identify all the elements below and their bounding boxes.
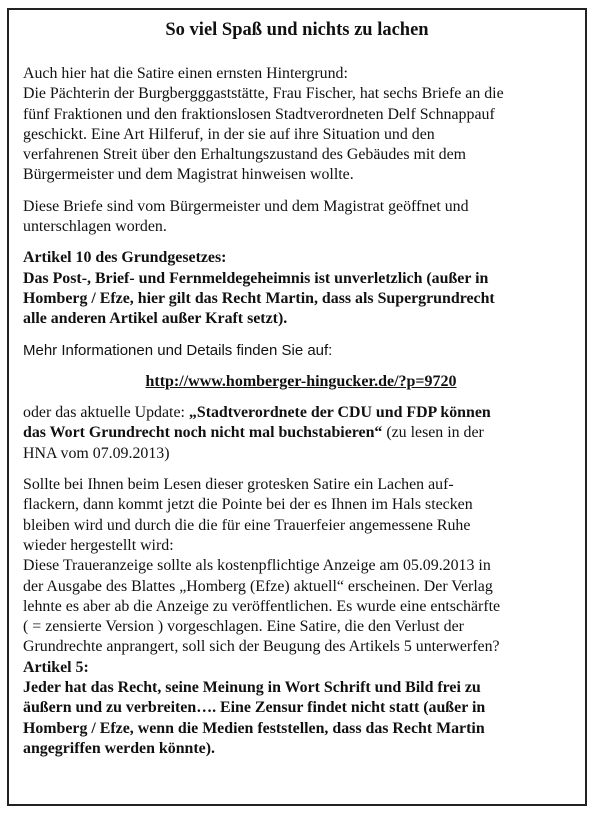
update-suffix: (zu lesen in der — [382, 424, 484, 442]
update-quote: „Stadtverordnete der CDU und FDP können — [188, 404, 491, 422]
text-line: Diese Briefe sind vom Bürgermeister und dem Magistrat geöffnet und — [23, 197, 469, 215]
article-10-heading: Artikel 10 des Grundgesetzes: — [23, 249, 227, 267]
text-line: bleiben wird und durch die die für eine Trauerfeier angemessene Ruhe — [23, 516, 471, 534]
text-line: Homberg / Efze, wenn die Medien feststellen, dass das Recht Martin — [23, 719, 485, 737]
text-line: wieder hergestellt wird: — [23, 536, 174, 554]
text-line: angegriffen werden könnte). — [23, 739, 215, 757]
text-line: der Ausgabe des Blattes „Homberg (Efze) aktuell“ erscheinen. Der Verlag — [23, 577, 493, 595]
text-line: Jeder hat das Recht, seine Meinung in Wort Schrift und Bild frei zu — [23, 679, 481, 697]
text-line: alle anderen Artikel außer Kraft setzt). — [23, 310, 288, 328]
text-line: lehnte es aber ab die Anzeige zu veröffentlichen. Es wurde eine entschärfte — [23, 597, 501, 615]
text-line: Sollte bei Ihnen beim Lesen dieser grotesken Satire ein Lachen auf- — [23, 476, 454, 494]
text-line: unterschlagen worden. — [23, 218, 167, 236]
text-line: Diese Traueranzeige sollte als kostenpflichtige Anzeige am 05.09.2013 in — [23, 557, 491, 575]
document-body — [23, 64, 579, 759]
text-line: Das Post-, Brief- und Fernmeldegeheimnis ist unverletzlich (außer in — [23, 269, 489, 287]
url-link[interactable]: http://www.homberger-hingucker.de/?p=9720 — [145, 372, 457, 390]
update-prefix: oder das aktuelle Update: — [23, 404, 189, 422]
text-line: Homberg / Efze, hier gilt das Recht Martin, dass als Supergrundrecht — [23, 289, 495, 307]
text-line: fünf Fraktionen und den fraktionslosen Stadtverordneten Delf Schnappauf — [23, 105, 495, 123]
more-info-line: Mehr Informationen und Details finden Sie auf: — [23, 341, 333, 359]
text-line: flackern, dann kommt jetzt die Pointe bei der es Ihnen im Hals stecken — [23, 496, 473, 514]
text-line: äußern und zu verbreiten…. Eine Zensur findet nicht statt (außer in — [23, 699, 486, 717]
text-line: Die Pächterin der Burgbergggaststätte, Frau Fischer, hat sechs Briefe an die — [23, 85, 504, 103]
text-line: verfahrenen Streit über den Erhaltungszustand des Gebäudes mit dem — [23, 146, 467, 164]
text-line: Bürgermeister und dem Magistrat hinweisen wollte. — [23, 166, 354, 184]
text-line: ( = zensierte Version ) vorgeschlagen. Eine Satire, die den Verlust der — [23, 618, 464, 636]
document-frame — [7, 8, 587, 806]
update-quote: das Wort Grundrecht noch nicht mal buchstabieren“ — [23, 424, 383, 442]
text-line: Auch hier hat die Satire einen ernsten Hintergrund: — [23, 65, 348, 82]
document-title: So viel Spaß und nichts zu lachen — [165, 20, 429, 40]
text-line: Grundrechte anprangert, soll sich der Beugung des Artikels 5 unterwerfen? — [23, 638, 500, 656]
text-line — [23, 403, 579, 423]
article-5-heading: Artikel 5: — [23, 658, 89, 676]
text-line — [23, 423, 579, 443]
text-line: geschickt. Eine Art Hilferuf, in der sie auf ihre Situation und den — [23, 125, 435, 143]
text-line: HNA vom 07.09.2013) — [23, 444, 170, 462]
